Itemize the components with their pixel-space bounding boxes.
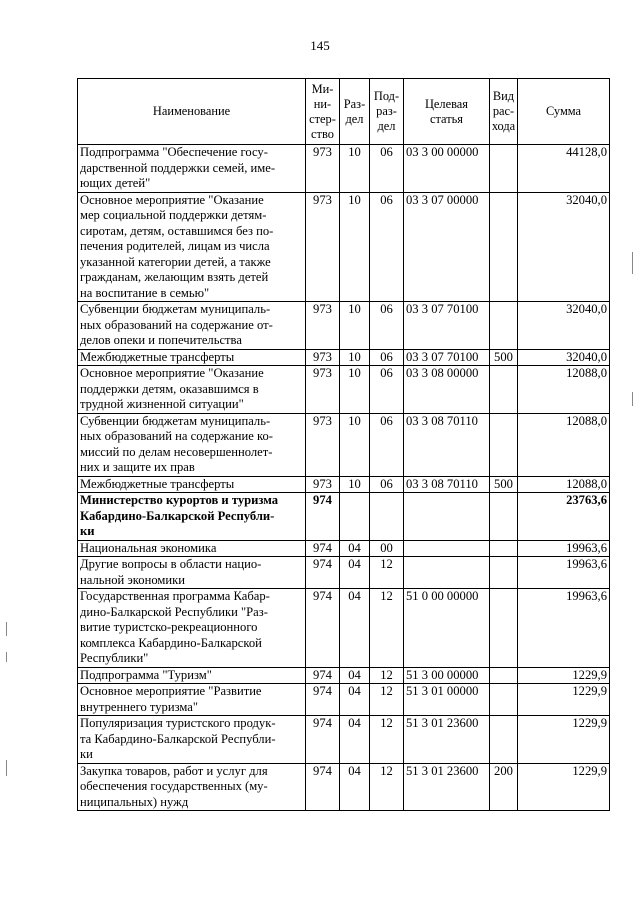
- row-podrazdel-cell: 12: [370, 667, 404, 684]
- row-vid-cell: [490, 557, 518, 589]
- row-podrazdel-cell: 12: [370, 589, 404, 668]
- row-sum-cell: 12088,0: [518, 366, 610, 414]
- row-vid-cell: 500: [490, 349, 518, 366]
- row-name-cell: Межбюджетные трансферты: [78, 349, 306, 366]
- table-row: [78, 667, 610, 684]
- row-name-cell: Межбюджетные трансферты: [78, 476, 306, 493]
- margin-mark: [6, 622, 7, 636]
- row-razdel-cell: 10: [340, 192, 370, 302]
- row-ministry-cell: 974: [306, 684, 340, 716]
- row-razdel-cell: 04: [340, 557, 370, 589]
- row-podrazdel-cell: 06: [370, 302, 404, 350]
- row-razdel-cell: 10: [340, 413, 370, 476]
- table-row: [78, 716, 610, 764]
- row-target-cell: 03 3 08 70110: [404, 476, 490, 493]
- margin-mark: [632, 252, 633, 274]
- row-ministry-cell: 973: [306, 366, 340, 414]
- row-razdel-cell: 10: [340, 349, 370, 366]
- row-sum-cell: 1229,9: [518, 667, 610, 684]
- row-ministry-cell: 974: [306, 763, 340, 811]
- header-name: Наименование: [78, 79, 306, 145]
- row-target-cell: [404, 540, 490, 557]
- row-name-cell: Закупка товаров, работ и услуг для обеспечения государственных (му- ниципальных) нужд: [78, 763, 306, 811]
- row-sum-cell: 12088,0: [518, 476, 610, 493]
- row-podrazdel-cell: 12: [370, 684, 404, 716]
- row-target-cell: 51 3 01 00000: [404, 684, 490, 716]
- margin-mark: [6, 652, 7, 662]
- row-podrazdel-cell: 06: [370, 476, 404, 493]
- row-target-cell: 51 0 00 00000: [404, 589, 490, 668]
- header-target: Целевая статья: [404, 79, 490, 145]
- row-target-cell: 03 3 07 70100: [404, 349, 490, 366]
- row-name-cell: Субвенции бюджетам муниципаль- ных образований на содержание от- делов опеки и попечительства: [78, 302, 306, 350]
- row-ministry-cell: 974: [306, 557, 340, 589]
- header-ministry: Ми- ни- стер- ство: [306, 79, 340, 145]
- row-vid-cell: [490, 145, 518, 193]
- row-razdel-cell: 10: [340, 302, 370, 350]
- row-podrazdel-cell: 06: [370, 366, 404, 414]
- row-target-cell: [404, 557, 490, 589]
- row-vid-cell: [490, 302, 518, 350]
- row-target-cell: 03 3 07 70100: [404, 302, 490, 350]
- row-sum-cell: 32040,0: [518, 192, 610, 302]
- table-row: [78, 413, 610, 476]
- row-ministry-cell: 973: [306, 145, 340, 193]
- row-target-cell: 03 3 00 00000: [404, 145, 490, 193]
- row-sum-cell: 32040,0: [518, 349, 610, 366]
- row-vid-cell: [490, 540, 518, 557]
- row-ministry-cell: 973: [306, 349, 340, 366]
- row-target-cell: 51 3 01 23600: [404, 763, 490, 811]
- row-vid-cell: [490, 667, 518, 684]
- row-podrazdel-cell: 12: [370, 716, 404, 764]
- table-row: [78, 493, 610, 541]
- header-vid: Вид рас- хода: [490, 79, 518, 145]
- row-ministry-cell: 973: [306, 413, 340, 476]
- row-sum-cell: 1229,9: [518, 763, 610, 811]
- row-sum-cell: 32040,0: [518, 302, 610, 350]
- row-name-cell: Субвенции бюджетам муниципаль- ных образований на содержание ко- миссий по делам несовершеннолет- них и защите их прав: [78, 413, 306, 476]
- row-razdel-cell: 04: [340, 540, 370, 557]
- row-name-cell: Основное мероприятие "Развитие внутреннего туризма": [78, 684, 306, 716]
- row-vid-cell: [490, 589, 518, 668]
- row-sum-cell: 19963,6: [518, 540, 610, 557]
- margin-mark: [632, 392, 633, 406]
- row-ministry-cell: 973: [306, 302, 340, 350]
- row-name-cell: Государственная программа Кабар- дино-Балкарской Республики "Раз- витие туристско-рекреационного комплекса Кабардино-Балкарской Республики": [78, 589, 306, 668]
- table-row: [78, 589, 610, 668]
- row-ministry-cell: 974: [306, 716, 340, 764]
- table-row: [78, 684, 610, 716]
- row-razdel-cell: 04: [340, 667, 370, 684]
- row-razdel-cell: [340, 493, 370, 541]
- row-name-cell: Национальная экономика: [78, 540, 306, 557]
- row-podrazdel-cell: 06: [370, 145, 404, 193]
- row-ministry-cell: 974: [306, 667, 340, 684]
- row-target-cell: 03 3 07 00000: [404, 192, 490, 302]
- row-vid-cell: [490, 493, 518, 541]
- row-target-cell: 51 3 01 23600: [404, 716, 490, 764]
- row-razdel-cell: 04: [340, 763, 370, 811]
- table-row: [78, 557, 610, 589]
- row-ministry-cell: 973: [306, 192, 340, 302]
- row-vid-cell: [490, 413, 518, 476]
- table-header-row: [78, 79, 610, 145]
- table-row: [78, 540, 610, 557]
- row-razdel-cell: 04: [340, 716, 370, 764]
- row-razdel-cell: 10: [340, 476, 370, 493]
- table-row: [78, 349, 610, 366]
- row-razdel-cell: 04: [340, 684, 370, 716]
- row-ministry-cell: 973: [306, 476, 340, 493]
- row-vid-cell: 200: [490, 763, 518, 811]
- row-vid-cell: [490, 192, 518, 302]
- row-target-cell: 03 3 08 70110: [404, 413, 490, 476]
- row-podrazdel-cell: 12: [370, 763, 404, 811]
- margin-mark: [6, 760, 7, 776]
- row-razdel-cell: 04: [340, 589, 370, 668]
- row-podrazdel-cell: 12: [370, 557, 404, 589]
- row-sum-cell: 12088,0: [518, 413, 610, 476]
- row-sum-cell: 19963,6: [518, 557, 610, 589]
- row-name-cell: Министерство курортов и туризма Кабардино-Балкарской Республи- ки: [78, 493, 306, 541]
- row-target-cell: 51 3 00 00000: [404, 667, 490, 684]
- row-name-cell: Другие вопросы в области нацио- нальной экономики: [78, 557, 306, 589]
- row-sum-cell: 1229,9: [518, 716, 610, 764]
- table-row: [78, 476, 610, 493]
- row-podrazdel-cell: 00: [370, 540, 404, 557]
- row-razdel-cell: 10: [340, 145, 370, 193]
- table-row: [78, 366, 610, 414]
- table-row: [78, 763, 610, 811]
- row-podrazdel-cell: 06: [370, 349, 404, 366]
- page-number: 145: [310, 38, 330, 53]
- row-sum-cell: 1229,9: [518, 684, 610, 716]
- row-sum-cell: 23763,6: [518, 493, 610, 541]
- row-name-cell: Основное мероприятие "Оказание мер социальной поддержки детям- сиротам, детям, оставшимся без по- печения родителей, лицам из числа указанной категории детей, а также гражданам, желающим взять детей на воспитание в семью": [78, 192, 306, 302]
- table-row: [78, 302, 610, 350]
- row-vid-cell: 500: [490, 476, 518, 493]
- row-name-cell: Подпрограмма "Обеспечение госу- дарственной поддержки семей, име- ющих детей": [78, 145, 306, 193]
- row-name-cell: Подпрограмма "Туризм": [78, 667, 306, 684]
- row-target-cell: [404, 493, 490, 541]
- row-name-cell: Популяризация туристского продук- та Кабардино-Балкарской Республи- ки: [78, 716, 306, 764]
- row-podrazdel-cell: 06: [370, 192, 404, 302]
- row-vid-cell: [490, 716, 518, 764]
- row-podrazdel-cell: [370, 493, 404, 541]
- row-ministry-cell: 974: [306, 540, 340, 557]
- row-sum-cell: 44128,0: [518, 145, 610, 193]
- row-ministry-cell: 974: [306, 493, 340, 541]
- budget-table: [77, 78, 610, 811]
- row-ministry-cell: 974: [306, 589, 340, 668]
- row-target-cell: 03 3 08 00000: [404, 366, 490, 414]
- row-razdel-cell: 10: [340, 366, 370, 414]
- header-podrazdel: Под- раз- дел: [370, 79, 404, 145]
- header-sum: Сумма: [518, 79, 610, 145]
- row-vid-cell: [490, 684, 518, 716]
- row-podrazdel-cell: 06: [370, 413, 404, 476]
- header-razdel: Раз- дел: [340, 79, 370, 145]
- row-sum-cell: 19963,6: [518, 589, 610, 668]
- row-vid-cell: [490, 366, 518, 414]
- table-body: [78, 145, 610, 811]
- table-row: [78, 192, 610, 302]
- table-row: [78, 145, 610, 193]
- row-name-cell: Основное мероприятие "Оказание поддержки детям, оказавшимся в трудной жизненной ситуации": [78, 366, 306, 414]
